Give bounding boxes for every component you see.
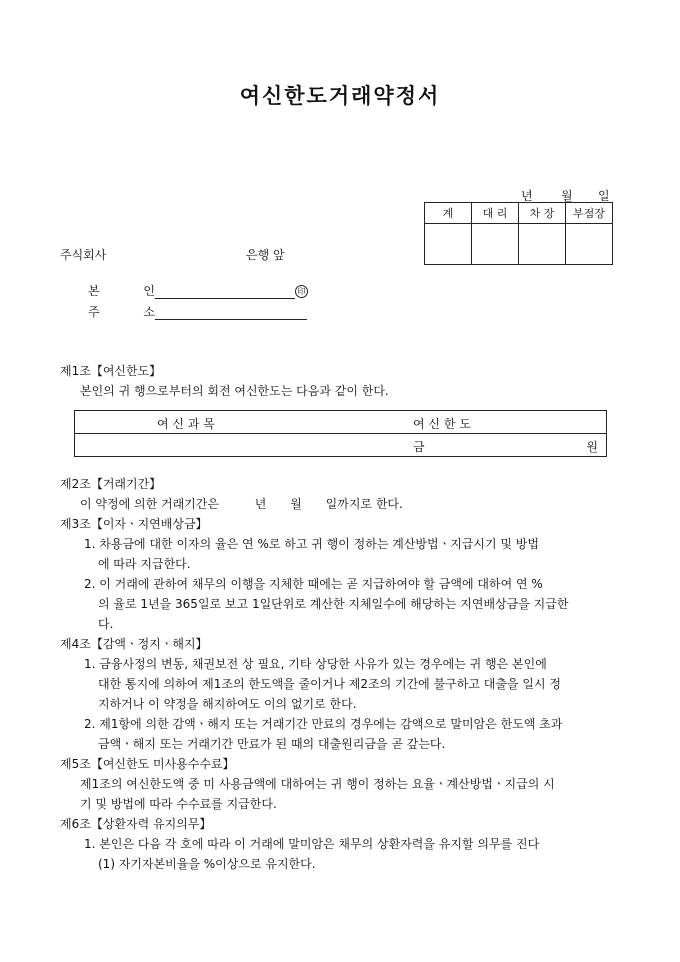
article-5-line: 제1조의 여신한도액 중 미 사용금액에 대하여는 귀 행이 정하는 요율ㆍ계산방법ㆍ지급의 시 — [80, 777, 555, 791]
name-field[interactable] — [155, 298, 295, 299]
signer-name-row — [88, 282, 308, 299]
approval-sign-cell[interactable] — [519, 224, 566, 265]
date-month-label: 월 — [561, 189, 573, 203]
bank-addressee: 은행 앞 — [246, 248, 285, 262]
article-4-line: 지하거나 이 약정을 해지하여도 이의 없기로 한다. — [98, 697, 357, 711]
date-day-label: 일 — [598, 189, 610, 203]
credit-limit-label: 여 신 한 도 — [413, 417, 471, 431]
article-6-line: 1. 본인은 다음 각 호에 따라 이 거래에 말미암은 채무의 상환자력을 유지할 의무를 진다 — [84, 837, 540, 851]
won-label: 원 — [586, 440, 598, 454]
signer-address-row — [88, 303, 307, 320]
approval-header: 계 — [425, 203, 472, 224]
date-year-label: 년 — [521, 189, 533, 203]
article-3-line: 다. — [98, 617, 114, 631]
credit-limit-header — [387, 411, 607, 434]
credit-limit-table — [74, 410, 607, 457]
approval-sign-cell[interactable] — [472, 224, 519, 265]
approval-sign-cell[interactable] — [425, 224, 472, 265]
address-label-2: 소 — [143, 305, 156, 319]
name-label: 본 — [88, 284, 100, 298]
article-4-heading: 제4조【감액ㆍ정지ㆍ해지】 — [60, 637, 208, 651]
company-label: 주식회사 — [60, 248, 107, 262]
article-3-line: 에 따라 지급한다. — [98, 557, 191, 571]
article-3-line: 1. 차용금에 대한 이자의 율은 연 %로 하고 귀 행이 정하는 계산방법ㆍ지급시기 및 방법 — [84, 537, 539, 551]
article-1-body: 본인의 귀 행으로부터의 회전 여신한도는 다음과 같이 한다. — [80, 384, 389, 398]
seal-mark: 印 — [295, 285, 308, 298]
credit-amount-cell[interactable] — [387, 434, 607, 457]
article-4-line: 대한 통지에 의하여 제1조의 한도액을 줄이거나 제2조의 기간에 불구하고 대출을 일시 정 — [98, 677, 561, 691]
credit-subject-header — [75, 411, 388, 434]
name-label-2: 인 — [143, 284, 156, 298]
approval-stamp-table — [424, 202, 613, 265]
approval-header: 대 리 — [472, 203, 519, 224]
amount-label: 금 — [413, 440, 425, 454]
article-6-heading: 제6조【상환자력 유지의무】 — [60, 817, 212, 831]
article-2-heading: 제2조【거래기간】 — [60, 477, 162, 491]
article-3-line: 의 율로 1년을 365일로 보고 1일단위로 계산한 지체일수에 해당하는 지연배상금을 지급한 — [98, 597, 569, 611]
article-3-line: 2. 이 거래에 관하여 채무의 이행을 지체한 때에는 곧 지급하여야 할 금액에 대하여 연 % — [84, 577, 543, 591]
article-4-line: 금액ㆍ해지 또는 거래기간 만료가 된 때의 대출원리금을 곧 갚는다. — [98, 737, 446, 751]
address-field[interactable] — [155, 319, 307, 320]
article-1-heading: 제1조【여신한도】 — [60, 364, 162, 378]
approval-header: 차 장 — [519, 203, 566, 224]
article-2-month: 월 — [290, 497, 302, 511]
article-5-heading: 제5조【여신한도 미사용수수료】 — [60, 757, 235, 771]
credit-subject-label: 여 신 과 목 — [157, 417, 215, 431]
article-6-line: (1) 자기자본비율을 %이상으로 유지한다. — [98, 857, 316, 871]
credit-subject-cell[interactable] — [75, 434, 388, 457]
approval-sign-cell[interactable] — [566, 224, 613, 265]
document-title: 여신한도거래약정서 — [239, 83, 441, 108]
article-2-body — [80, 495, 403, 512]
article-4-line: 1. 금융사정의 변동, 채권보전 상 필요, 기타 상당한 사유가 있는 경우에는 귀 행은 본인에 — [84, 657, 547, 671]
article-4-line: 2. 제1항에 의한 감액ㆍ해지 또는 거래기간 만료의 경우에는 감액으로 말미암은 한도액 초과 — [84, 717, 563, 731]
approval-header: 부점장 — [566, 203, 613, 224]
article-3-heading: 제3조【이자ㆍ지연배상금】 — [60, 517, 208, 531]
article-2-text-b: 일까지로 한다. — [325, 497, 403, 511]
article-5-line: 기 및 방법에 따라 수수료를 지급한다. — [80, 797, 277, 811]
address-label: 주 — [88, 305, 100, 319]
article-2-year: 년 — [254, 497, 267, 511]
article-2-text-a: 이 약정에 의한 거래기간은 — [80, 497, 219, 511]
